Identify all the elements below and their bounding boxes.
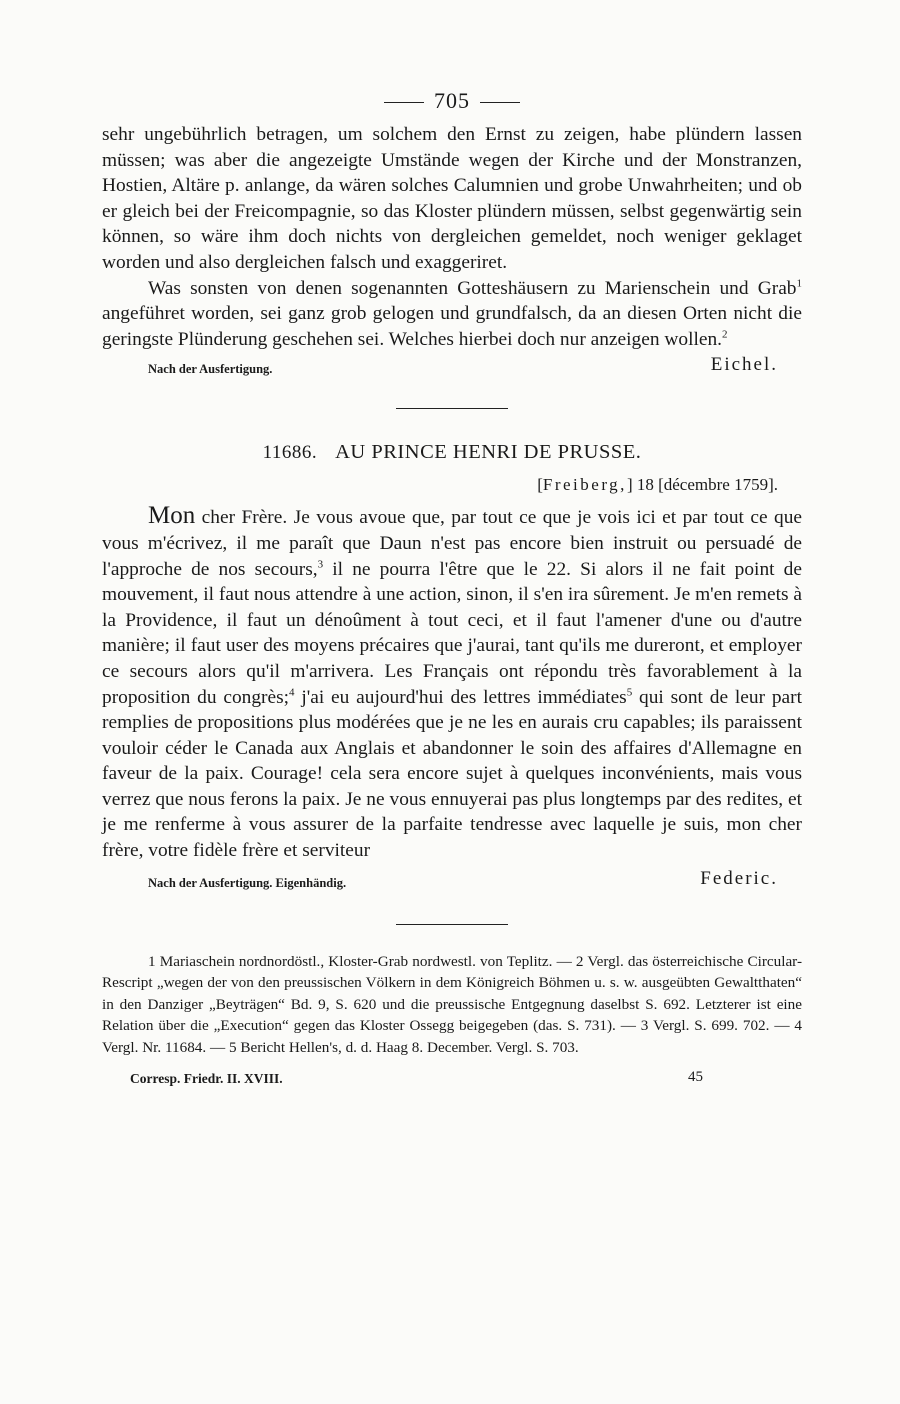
dash-right bbox=[480, 102, 520, 103]
german-paragraph-1: sehr ungebührlich betragen, um solchem den Ernst zu zeigen, habe plündern lassen müssen; was aber die angezeigte Umstände wegen der Kirche und der Monstranzen, Hostien, Altäre p. anlange, da wären solches Calumnien und grobe Unwahrheiten; und ob er gleich bei der Freicompagnie, so das Kloster plündern müssen, selbst gegenwärtig sein können, so wäre ihm doch nichts von dergleichen gemeldet, noch weniger geklaget worden und also dergleichen falsch und exaggeriret. bbox=[102, 124, 802, 273]
date-rest: ] 18 [décembre 1759]. bbox=[626, 475, 778, 495]
footnotes: 1 Mariaschein nordnordöstl., Kloster-Grab nordwestl. von Teplitz. — 2 Vergl. das österreichische Circular-Rescript „wegen der von den preussischen Völkern in dem Königreich Böhmen u. s. w. ausgeübten Gewaltthaten“ in den Danziger „Beyträgen“ Bd. 9, S. 620 und die preussische Entgegnung daselbst S. 692. Letzterer ist eine Relation über die „Execution“ gegen das Kloster Ossegg beigegeben (das. S. 731). — 3 Vergl. S. 699. 702. — 4 Vergl. Nr. 11684. — 5 Bericht Hellen's, d. d. Haag 8. December. Vergl. S. 703. bbox=[102, 952, 802, 1057]
letter-body bbox=[102, 503, 802, 863]
signature-federic: Federic. bbox=[700, 867, 778, 889]
source-line-1 bbox=[102, 354, 802, 380]
letter-number: 11686. bbox=[262, 442, 318, 464]
sheet-number: 45 bbox=[688, 1068, 703, 1085]
footnote-ref-5: 5 bbox=[626, 686, 633, 699]
german-paragraph-2 bbox=[102, 276, 802, 353]
letter-text-c: j'ai eu aujourd'hui des lettres immédiates bbox=[294, 686, 627, 708]
para2-text-b: angeführet worden, sei ganz grob gelogen und grundfalsch, da an diesen Orten nicht die geringste Plünderung geschehen sei. Welches hierbei doch nur anzeigen wollen. bbox=[102, 303, 802, 350]
page-footer bbox=[102, 1069, 802, 1093]
footnote-ref-2: 2 bbox=[722, 328, 728, 341]
letter-source-note: Nach der Ausfertigung. Eigenhändig. bbox=[148, 875, 347, 890]
page bbox=[102, 86, 802, 1093]
page-number bbox=[102, 86, 802, 116]
footnote-ref-4: 4 bbox=[289, 686, 295, 699]
letter-heading bbox=[102, 439, 802, 465]
date-place: Freiberg, bbox=[542, 475, 627, 495]
separator-rule-1 bbox=[396, 408, 508, 409]
source-line-2 bbox=[102, 868, 802, 894]
dash-left bbox=[384, 102, 424, 103]
letter-title: AU PRINCE HENRI DE PRUSSE. bbox=[335, 441, 642, 464]
page-number-text: 705 bbox=[434, 88, 470, 113]
source-note: Nach der Ausfertigung. bbox=[148, 362, 273, 377]
footer-citation: Corresp. Friedr. II. XVIII. bbox=[130, 1070, 283, 1086]
letter-text-b: il ne pourra l'être que le 22. Si alors il ne fait point de mouvement, il faut nous attendre à une action, sinon, il s'en ira sûrement. Je m'en remets à la Providence, il faut un dénoûment à tout ceci, et il faut l'amener d'une ou d'autre manière; il faut user des moyens précaires que j'aurai, tant qu'ils me dureront, et employer ce secours alors qu'il m'arrivera. Les Français ont répondu très favorablement à la proposition du congrès; bbox=[102, 558, 802, 708]
date-open: [ bbox=[537, 475, 543, 495]
salutation: Mon bbox=[148, 502, 196, 530]
letter-text-d: qui sont de leur part remplies de propositions plus modérées que je ne les en aurais cru capables; ils paraissent vouloir céder le Canada aux Anglais et abandonner le soin des affaires d'Allemagne en faveur de la paix. Courage! cela sera encore sujet à quelques inconvénients, mais vous verrez que nous ferons la paix. Je ne vous ennuyerai pas plus longtemps par des redites, et je me renferme à vous assurer de la parfaite tendresse avec laquelle je suis, mon cher frère, votre fidèle frère et serviteur bbox=[102, 686, 802, 862]
footnote-ref-3: 3 bbox=[317, 558, 324, 571]
signature-eichel: Eichel. bbox=[710, 354, 778, 376]
para2-text-a: Was sonsten von denen sogenannten Gotteshäusern zu Marienschein und Grab bbox=[148, 277, 797, 299]
letter-dateline bbox=[102, 475, 778, 499]
footnote-ref-1: 1 bbox=[796, 277, 802, 290]
letter-text-a: cher Frère. Je vous avoue que, par tout ce que je vois ici et par tout ce que vous m'écrivez, il me paraît que Daun n'est pas encore bien instruit ou persuadé de l'approche de nos secours, bbox=[102, 507, 802, 580]
